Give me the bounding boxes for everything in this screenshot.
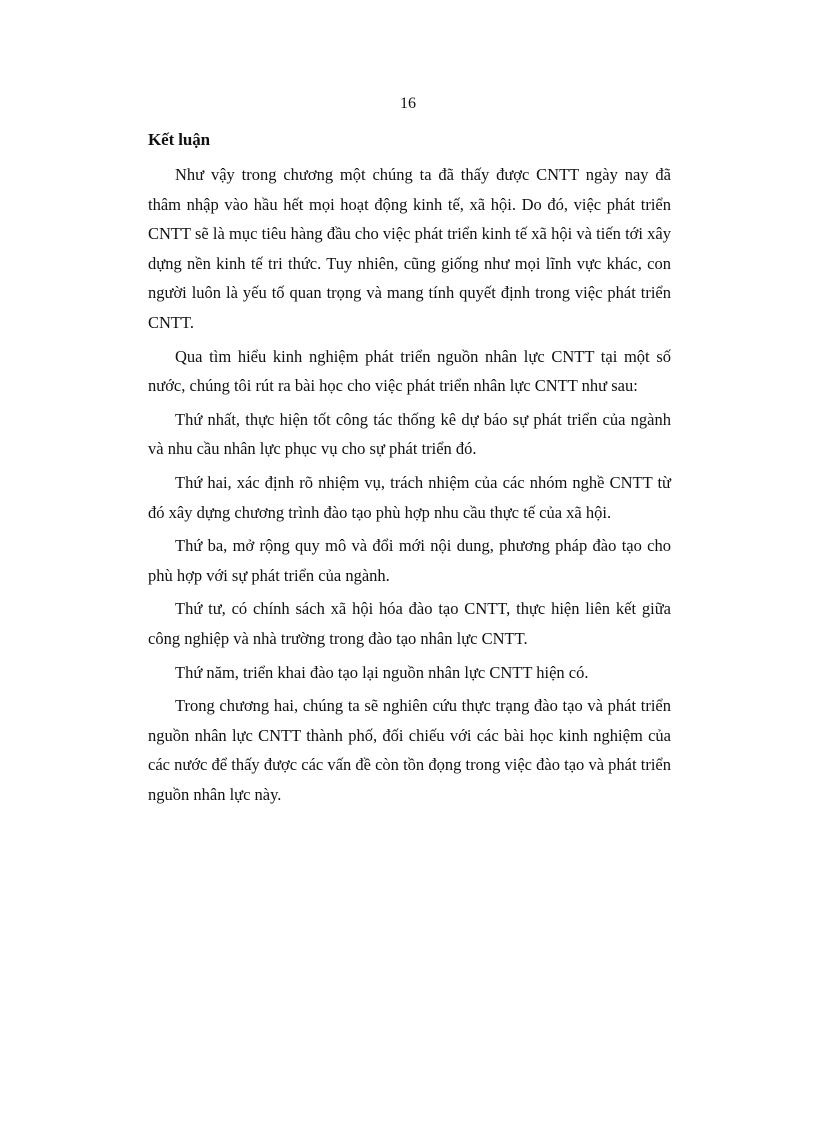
paragraph-intro: Như vậy trong chương một chúng ta đã thấy được CNTT ngày nay đã thâm nhập vào hầu hết mọi hoạt động kinh tế, xã hội. Do đó, việc phát triển CNTT sẽ là mục tiêu hàng đầu cho việc phát triển kinh tế xã hội và tiến tới xây dựng nền kinh tế tri thức. Tuy nhiên, cũng giống như mọi lĩnh vực khác, con người luôn là yếu tố quan trọng và mang tính quyết định trong việc phát triển CNTT. [148,165,671,332]
paragraph-lesson-third: Thứ ba, mở rộng quy mô và đổi mới nội dung, phương pháp đào tạo cho phù hợp với sự phát triển của ngành. [148,536,671,585]
section-heading: Kết luận [148,130,211,149]
paragraph-chapter-two: Trong chương hai, chúng ta sẽ nghiên cứu thực trạng đào tạo và phát triển nguồn nhân lực CNTT thành phố, đối chiếu với các bài học kinh nghiệm của các nước để thấy được các vấn đề còn tồn đọng trong việc đào tạo và phát triển nguồn nhân lực này. [148,696,671,804]
paragraph-lesson-second: Thứ hai, xác định rõ nhiệm vụ, trách nhiệm của các nhóm nghề CNTT từ đó xây dựng chương trình đào tạo phù hợp nhu cầu thực tế của xã hội. [148,472,671,522]
paragraph-lesson-first: Thứ nhất, thực hiện tốt công tác thống kê dự báo sự phát triển của ngành và nhu cầu nhân lực phục vụ cho sự phát triển đó. [148,409,671,459]
paragraph-lesson-fourth: Thứ tư, có chính sách xã hội hóa đào tạo CNTT, thực hiện liên kết giữa công nghiệp và nhà trường trong đào tạo nhân lực CNTT. [148,599,671,648]
page-content [148,128,671,813]
paragraph-lesson-fifth: Thứ năm, triển khai đào tạo lại nguồn nhân lực CNTT hiện có. [175,662,589,682]
paragraph-lessons-intro: Qua tìm hiểu kinh nghiệm phát triển nguồn nhân lực CNTT tại một số nước, chúng tôi rút ra bài học cho việc phát triển nhân lực CNTT như sau: [148,346,671,396]
page-number: 16 [400,95,416,112]
